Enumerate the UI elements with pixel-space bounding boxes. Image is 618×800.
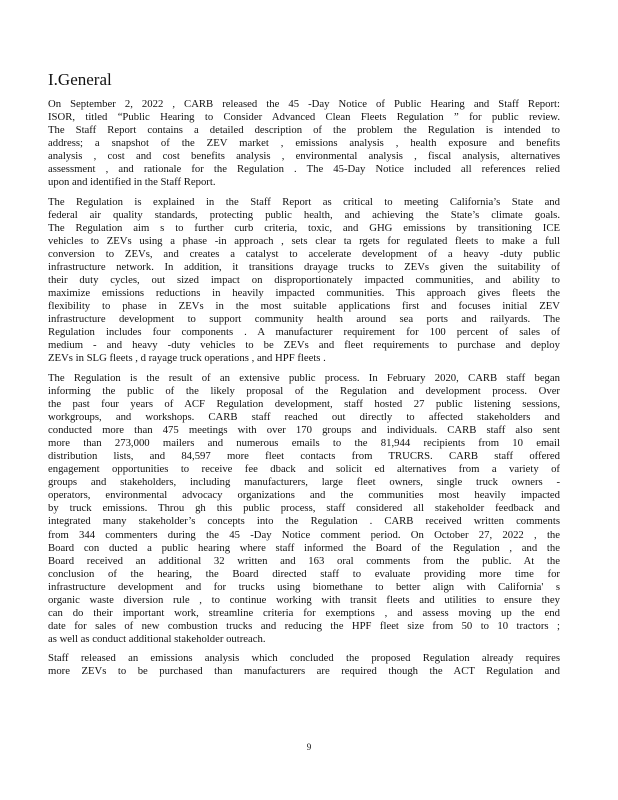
paragraph-line: more ZEVs to be purchased than manufacturers are required though the ACT Regulation and — [48, 665, 560, 678]
paragraph-line: distribution lists, and 84,597 more fleet contacts from TRUCRS. CARB staff offered — [48, 450, 560, 463]
paragraph-line: ISOR, titled “Public Hearing to Consider Advanced Clean Fleets Regulation ” for public review. — [48, 111, 560, 124]
paragraph-line: address; a snapshot of the ZEV market , emissions analysis , health exposure and benefits — [48, 137, 560, 150]
paragraph-line: conversion to ZEVs, and creates a catalyst to accelerate development of a heavy -duty public — [48, 248, 560, 261]
paragraph — [48, 98, 560, 189]
paragraph-line: The Regulation aim s to further curb criteria, toxic, and GHG emissions by transitioning ICE — [48, 221, 560, 234]
paragraph-line: operators, environmental advocacy organizations and the communities most heavily impacted — [48, 489, 560, 502]
paragraph-line: analysis , cost and cost benefits analysis , environmental analysis , fiscal analysis, alternatives — [48, 150, 560, 163]
paragraph-line: can do their important work, streamline criteria for exemptions , and assess moving up the end — [48, 606, 560, 619]
paragraph-line: their duty cycles, out sized impact on disproportionately impacted communities, and ability to — [48, 274, 560, 287]
paragraph-line: infrastructure network. In addition, it transitions drayage trucks to ZEVs given the suitability of — [48, 261, 560, 274]
paragraph-line: engagement opportunities to receive fee dback and solicit ed alternatives from a variety of — [48, 463, 560, 476]
paragraph-line: vehicles to ZEVs using a phase -in approach , sets clear ta rgets for regulated fleets to make a full — [48, 234, 560, 247]
paragraph-line: from 344 commenters during the 45 -Day Notice comment period. On October 27, 2022 , the — [48, 528, 560, 541]
paragraph-line: Staff released an emissions analysis which concluded the proposed Regulation already requires — [48, 652, 560, 665]
paragraph-line: organic waste diversion rule , to continue working with transit fleets and utilities to ensure they — [48, 593, 560, 606]
paragraph-line: The Regulation is the result of an extensive public process. In February 2020, CARB staff began — [48, 371, 560, 384]
paragraph-line: the past four years of ACF Regulation development, staff hosted 27 public listening sessions, — [48, 398, 560, 411]
paragraph-line: conclusion of the hearing, the Board directed staff to evaluate providing more time for — [48, 567, 560, 580]
paragraph-line: groups and stakeholders, including manufacturers, large fleet owners, single truck owners - — [48, 476, 560, 489]
paragraph-line: Board received an additional 32 written and 163 oral comments from the public. At the — [48, 554, 560, 567]
paragraph-line: Board con ducted a public hearing where staff informed the Board of the Regulation , and the — [48, 541, 560, 554]
paragraph-line: maximize emissions reductions in heavily impacted communities. This approach gives fleets the — [48, 287, 560, 300]
paragraph-line: medium - and heavy -duty vehicles to be ZEVs and fleet requirements to purchase and deploy — [48, 339, 560, 352]
paragraph-line: upon and identified in the Staff Report. — [48, 176, 216, 189]
paragraph-line: On September 2, 2022 , CARB released the 45 -Day Notice of Public Hearing and Staff Report: — [48, 98, 560, 110]
section-heading: I.General — [48, 70, 112, 89]
paragraph-line: The Regulation is explained in the Staff Report as critical to meeting California’s State and — [48, 195, 560, 208]
paragraph-line: more than 273,000 mailers and numerous emails to the 81,944 recipients from 10 email — [48, 437, 560, 450]
paragraph-line: ZEVs in SLG fleets , d rayage truck operations , and HPF fleets . — [48, 352, 326, 365]
paragraph — [48, 372, 560, 646]
paragraph — [48, 652, 560, 678]
paragraph-line: informing the public of the likely proposal of the Regulation and development process. Over — [48, 384, 560, 397]
paragraph-line: infrastructure development and for trucks using biomethane to better align with California' s — [48, 580, 560, 593]
paragraph-line: as well as conduct additional stakeholder outreach. — [48, 632, 266, 645]
paragraph-line: federal air quality standards, protecting public health, and achieving the State’s climate goals. — [48, 208, 560, 221]
paragraph-line: conducted more than 475 meetings with over 170 groups and individuals. CARB staff also sent — [48, 424, 560, 437]
paragraph-line: by truck emissions. Throu gh this public process, staff considered all stakeholder feedback and — [48, 502, 560, 515]
document-body — [48, 98, 560, 685]
paragraph-line: Regulation includes four components . A manufacturer requirement for 100 percent of sales of — [48, 326, 560, 339]
paragraph-line: date for sales of new combustion trucks and reducing the HPF fleet size from 50 to 10 tractors ; — [48, 619, 560, 632]
paragraph-line: integrated many stakeholder’s concepts into the Regulation . CARB received written comments — [48, 515, 560, 528]
paragraph-line: infrastructure development to support community health around sea ports and railyards. The — [48, 313, 560, 326]
paragraph-line: flexibility to phase in ZEVs in the most suitable applications first and focuses initial ZEV — [48, 300, 560, 313]
paragraph-line: assessment , and rationale for the Regulation . The 45-Day Notice included all references relied — [48, 163, 560, 176]
page-number: 9 — [306, 742, 312, 752]
paragraph — [48, 196, 560, 366]
paragraph-line: workgroups, and workshops. CARB staff reached out directly to affected stakeholders and — [48, 411, 560, 424]
paragraph-line: The Staff Report contains a detailed description of the problem the Regulation is intended to — [48, 124, 560, 137]
